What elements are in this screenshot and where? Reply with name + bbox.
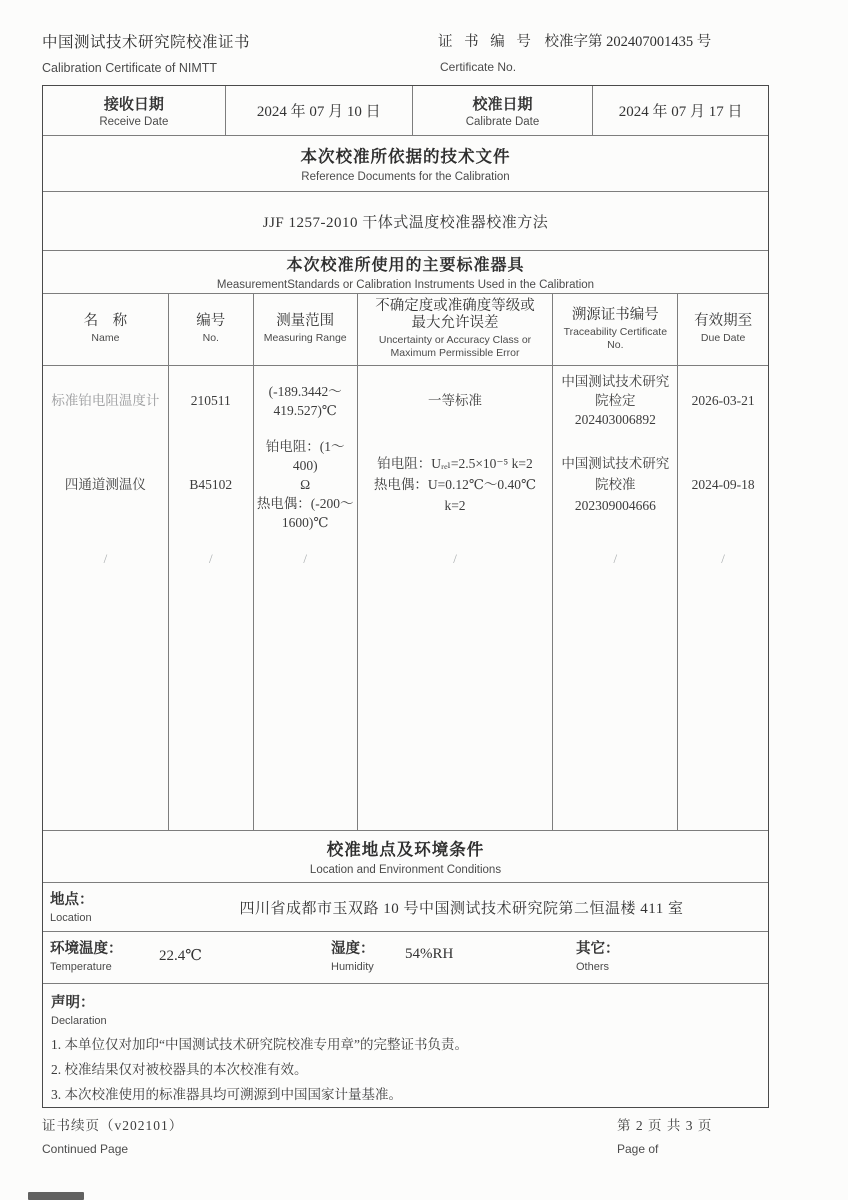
dates-row xyxy=(43,86,768,136)
column-header-no-en: No. xyxy=(202,332,219,345)
row2-range: 铂电阻：(1～400) Ω 热电偶：(-200～ 1600)℃ xyxy=(256,438,354,530)
standards-table-body xyxy=(43,366,768,830)
column-header-range-zh: 测量范围 xyxy=(276,313,335,330)
row1-no: 210511 xyxy=(190,393,231,409)
row1-range: (-189.3442～ 419.527)℃ xyxy=(268,383,342,418)
reference-title-zh: 本次校准所依据的技术文件 xyxy=(300,147,511,167)
humidity-label-zh: 湿度： xyxy=(331,941,375,958)
location-section-header xyxy=(43,830,768,883)
humidity-label-en: Humidity xyxy=(331,961,374,974)
receive-date-label-zh: 接收日期 xyxy=(103,96,164,113)
row2-no: B45102 xyxy=(189,476,233,492)
standards-section-header xyxy=(43,251,768,294)
reference-document-text: JJF 1257-2010 干体式温度校准器校准方法 xyxy=(262,214,549,231)
row2-due: 2024-09-18 xyxy=(691,476,755,492)
reference-title-en: Reference Documents for the Calibration xyxy=(301,171,510,184)
scan-artifact-bar xyxy=(28,1192,84,1200)
row2-uncertainty: 铂电阻：Uᵣₑₗ=2.5×10⁻⁵ k=2 热电偶：U=0.12℃～0.40℃ k=2 xyxy=(373,455,537,513)
table-column-range xyxy=(254,366,358,830)
temperature-value: 22.4℃ xyxy=(159,948,203,965)
column-header-traceability-zh: 溯源证书编号 xyxy=(571,306,659,323)
column-header-name-en: Name xyxy=(91,332,120,345)
column-header-no-zh: 编号 xyxy=(196,313,226,330)
row2-name: 四通道测温仪 xyxy=(64,476,146,492)
row3-name: / xyxy=(103,551,108,567)
environment-row xyxy=(43,932,768,984)
column-header-due xyxy=(678,294,768,366)
column-header-due-zh: 有效期至 xyxy=(694,313,753,330)
table-column-due xyxy=(678,366,768,830)
table-column-traceability xyxy=(553,366,678,830)
location-label-block xyxy=(43,883,155,932)
receive-date-value: 2024 年 07 月 10 日 xyxy=(256,103,381,120)
location-label-zh: 地点： xyxy=(50,891,94,908)
declaration-item-2: 2. 校准结果仅对被校器具的本次校准有效。 xyxy=(51,1062,308,1077)
table-column-no xyxy=(169,366,254,830)
declaration-label-zh: 声明： xyxy=(51,995,95,1011)
column-header-uncertainty-en: Uncertainty or Accuracy Class or Maximum Permissible Error xyxy=(378,334,532,360)
calibrate-date-label-zh: 校准日期 xyxy=(472,96,533,113)
page-number-zh: 第 2 页 共 3 页 xyxy=(617,1118,713,1133)
others-label-en: Others xyxy=(576,961,610,974)
declaration-block xyxy=(43,984,768,1107)
row3-uncertainty: / xyxy=(453,551,457,567)
row1-traceability: 中国测试技术研究 院检定 202403006892 xyxy=(561,374,670,428)
certificate-frame xyxy=(42,85,769,1108)
standards-title-en: MeasurementStandards or Calibration Instruments Used in the Calibration xyxy=(216,279,595,292)
certificate-title-en: Calibration Certificate of NIMTT xyxy=(42,61,218,75)
title-block xyxy=(42,30,250,75)
page-number-en: Page of xyxy=(617,1142,659,1156)
column-header-name-zh: 名 称 xyxy=(83,313,128,330)
column-header-traceability xyxy=(553,294,678,366)
table-column-uncertainty xyxy=(358,366,554,830)
column-header-due-en: Due Date xyxy=(700,332,746,345)
location-label-en: Location xyxy=(50,911,92,924)
continued-page-label-zh: 证书续页（v202101） xyxy=(42,1118,184,1133)
column-header-uncertainty xyxy=(358,294,554,366)
reference-section-header xyxy=(43,136,768,193)
declaration-label-en: Declaration xyxy=(51,1015,107,1027)
location-title-zh: 校准地点及环境条件 xyxy=(326,840,485,860)
humidity-value: 54%RH xyxy=(405,946,454,963)
certificate-no-label-zh: 证 书 编 号 xyxy=(438,34,535,50)
certificate-no-value: 校准字第 202407001435 号 xyxy=(544,34,712,50)
receive-date-value-cell xyxy=(226,86,413,135)
receive-date-label-en: Receive Date xyxy=(99,115,169,128)
temperature-label-block xyxy=(50,937,123,973)
continued-page-label-en: Continued Page xyxy=(42,1142,129,1156)
temperature-label-zh: 环境温度： xyxy=(50,941,123,958)
column-header-range xyxy=(254,294,358,366)
others-label-zh: 其它： xyxy=(576,941,620,958)
temperature-label-en: Temperature xyxy=(50,961,112,974)
calibrate-date-label-cell xyxy=(413,86,594,135)
row1-name: 标准铂电阻温度计 xyxy=(51,393,160,409)
certificate-title-zh: 中国测试技术研究院校准证书 xyxy=(42,34,251,51)
location-title-en: Location and Environment Conditions xyxy=(309,864,502,877)
row2-traceability: 中国测试技术研究 院校准 202309004666 xyxy=(561,455,670,513)
standards-title-zh: 本次校准所使用的主要标准器具 xyxy=(286,257,525,275)
declaration-item-3: 3. 本次校准使用的标准器具均可溯源到中国国家计量基准。 xyxy=(51,1087,402,1102)
footer-right-block xyxy=(617,1114,712,1156)
document-header xyxy=(42,30,768,75)
row3-no: / xyxy=(208,551,213,567)
certificate-number-block xyxy=(438,30,768,75)
column-header-uncertainty-zh: 不确定度或准确度等级或 最大允许误差 xyxy=(375,298,535,332)
certificate-number-line xyxy=(438,30,768,51)
row3-due: / xyxy=(721,551,725,567)
certificate-no-label-en: Certificate No. xyxy=(440,60,517,74)
row3-range: / xyxy=(303,551,307,567)
calibrate-date-value-cell xyxy=(593,86,768,135)
column-header-no xyxy=(169,294,254,366)
column-header-name xyxy=(43,294,169,366)
row1-uncertainty: 一等标准 xyxy=(428,393,483,409)
location-value: 四川省成都市玉双路 10 号中国测试技术研究院第二恒温楼 411 室 xyxy=(239,900,684,917)
table-column-name xyxy=(43,366,169,830)
others-label-block xyxy=(576,937,620,973)
standards-table-header xyxy=(43,294,768,367)
row3-traceability: / xyxy=(613,551,618,567)
receive-date-label-cell xyxy=(43,86,226,135)
location-row xyxy=(43,883,768,933)
declaration-items xyxy=(51,1032,758,1107)
calibrate-date-label-en: Calibrate Date xyxy=(465,115,540,128)
column-header-traceability-en: Traceability Certificate No. xyxy=(563,325,668,351)
calibrate-date-value: 2024 年 07 月 17 日 xyxy=(618,103,743,120)
row1-due: 2026-03-21 xyxy=(691,393,755,409)
declaration-item-1: 1. 本单位仅对加印“中国测试技术研究院校准专用章”的完整证书负责。 xyxy=(51,1037,468,1052)
reference-document-row xyxy=(43,192,768,251)
footer-left-block xyxy=(42,1114,183,1156)
humidity-label-block xyxy=(331,937,375,973)
column-header-range-en: Measuring Range xyxy=(263,332,347,345)
